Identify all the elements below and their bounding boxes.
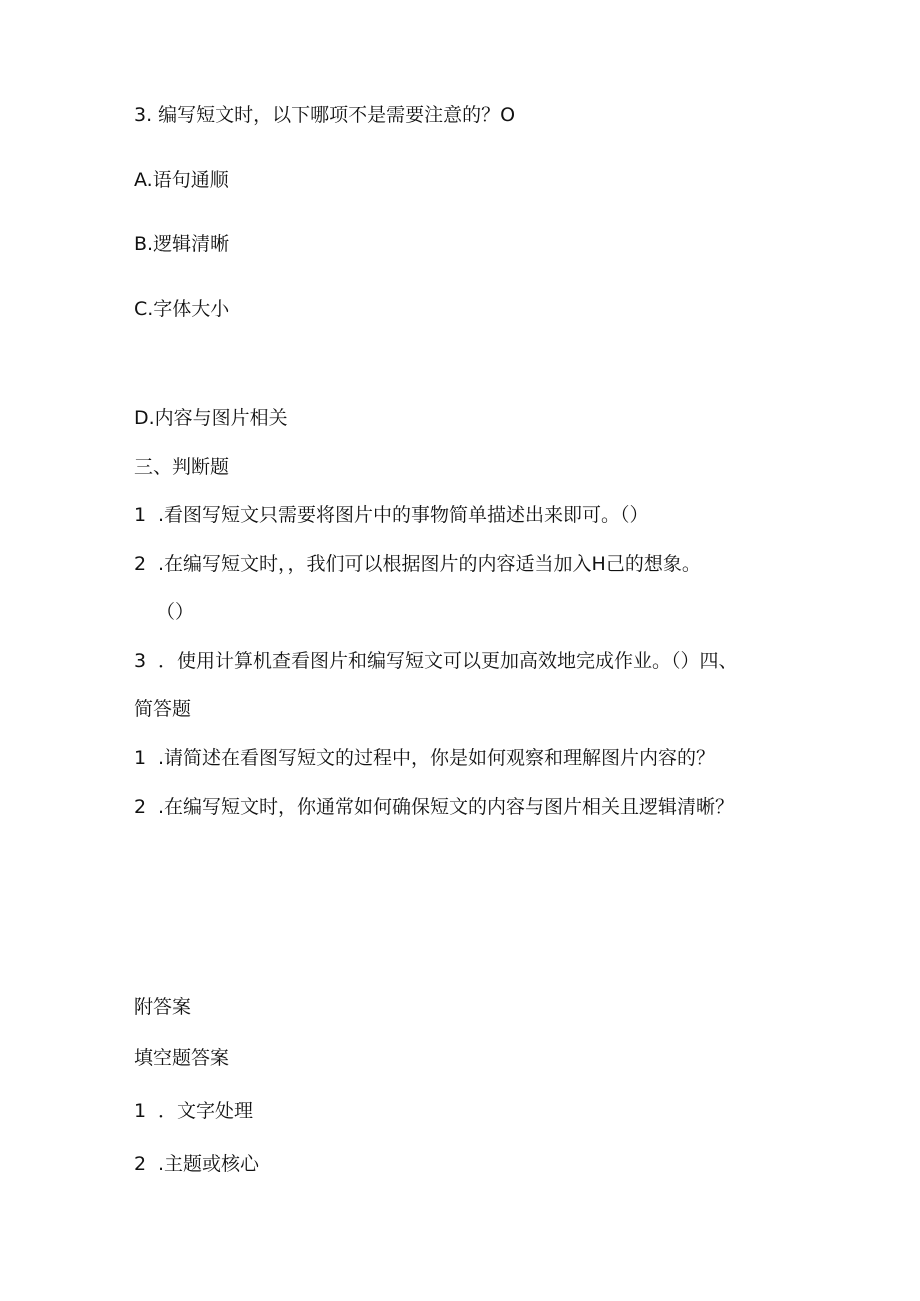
answer-item-1 bbox=[134, 1099, 253, 1123]
item-number: 2 bbox=[134, 1153, 147, 1175]
section-heading-true-false: 三、判断题 bbox=[134, 456, 230, 478]
item-text: .在编写短文时，，我们可以根据图片的内容适当加入H己的想象。 bbox=[158, 553, 701, 575]
item-text: ．使用计算机查看图片和编写短文可以更加高效地完成作业。（）四、 bbox=[158, 650, 738, 672]
tf-item-2-continuation: （） bbox=[156, 601, 195, 623]
sa-item-2 bbox=[134, 795, 734, 819]
item-number: 1 bbox=[134, 747, 147, 769]
item-text: .在编写短文时，你通常如何确保短文的内容与图片相关且逻辑清晰？ bbox=[158, 796, 735, 818]
tf-item-2 bbox=[134, 552, 701, 576]
item-text: .请简述在看图写短文的过程中，你是如何观察和理解图片内容的？ bbox=[158, 747, 716, 769]
section-heading-short-answer: 简答题 bbox=[134, 698, 192, 720]
item-number: 1 bbox=[134, 1100, 147, 1122]
item-text: ．文字处理 bbox=[158, 1100, 254, 1122]
option-a: A.语句通顺 bbox=[134, 169, 229, 191]
item-number: 1 bbox=[134, 504, 147, 526]
item-number: 2 bbox=[134, 796, 147, 818]
option-c: C.字体大小 bbox=[134, 298, 230, 320]
item-number: 3 bbox=[134, 650, 147, 672]
sa-item-1 bbox=[134, 746, 715, 770]
question-3-stem: 3. 编写短文时，以下哪项不是需要注意的？O bbox=[134, 104, 516, 126]
answer-item-2 bbox=[134, 1152, 259, 1176]
answers-heading: 附答案 bbox=[134, 996, 192, 1018]
item-number: 2 bbox=[134, 553, 147, 575]
item-text: .看图写短文只需要将图片中的事物简单描述出来即可。（） bbox=[158, 504, 649, 526]
tf-item-1 bbox=[134, 503, 649, 527]
answers-subheading: 填空题答案 bbox=[134, 1047, 230, 1069]
tf-item-3 bbox=[134, 649, 738, 673]
item-text: .主题或核心 bbox=[158, 1153, 260, 1175]
option-d: D.内容与图片相关 bbox=[134, 407, 288, 429]
option-b: B.逻辑清晰 bbox=[134, 233, 230, 255]
